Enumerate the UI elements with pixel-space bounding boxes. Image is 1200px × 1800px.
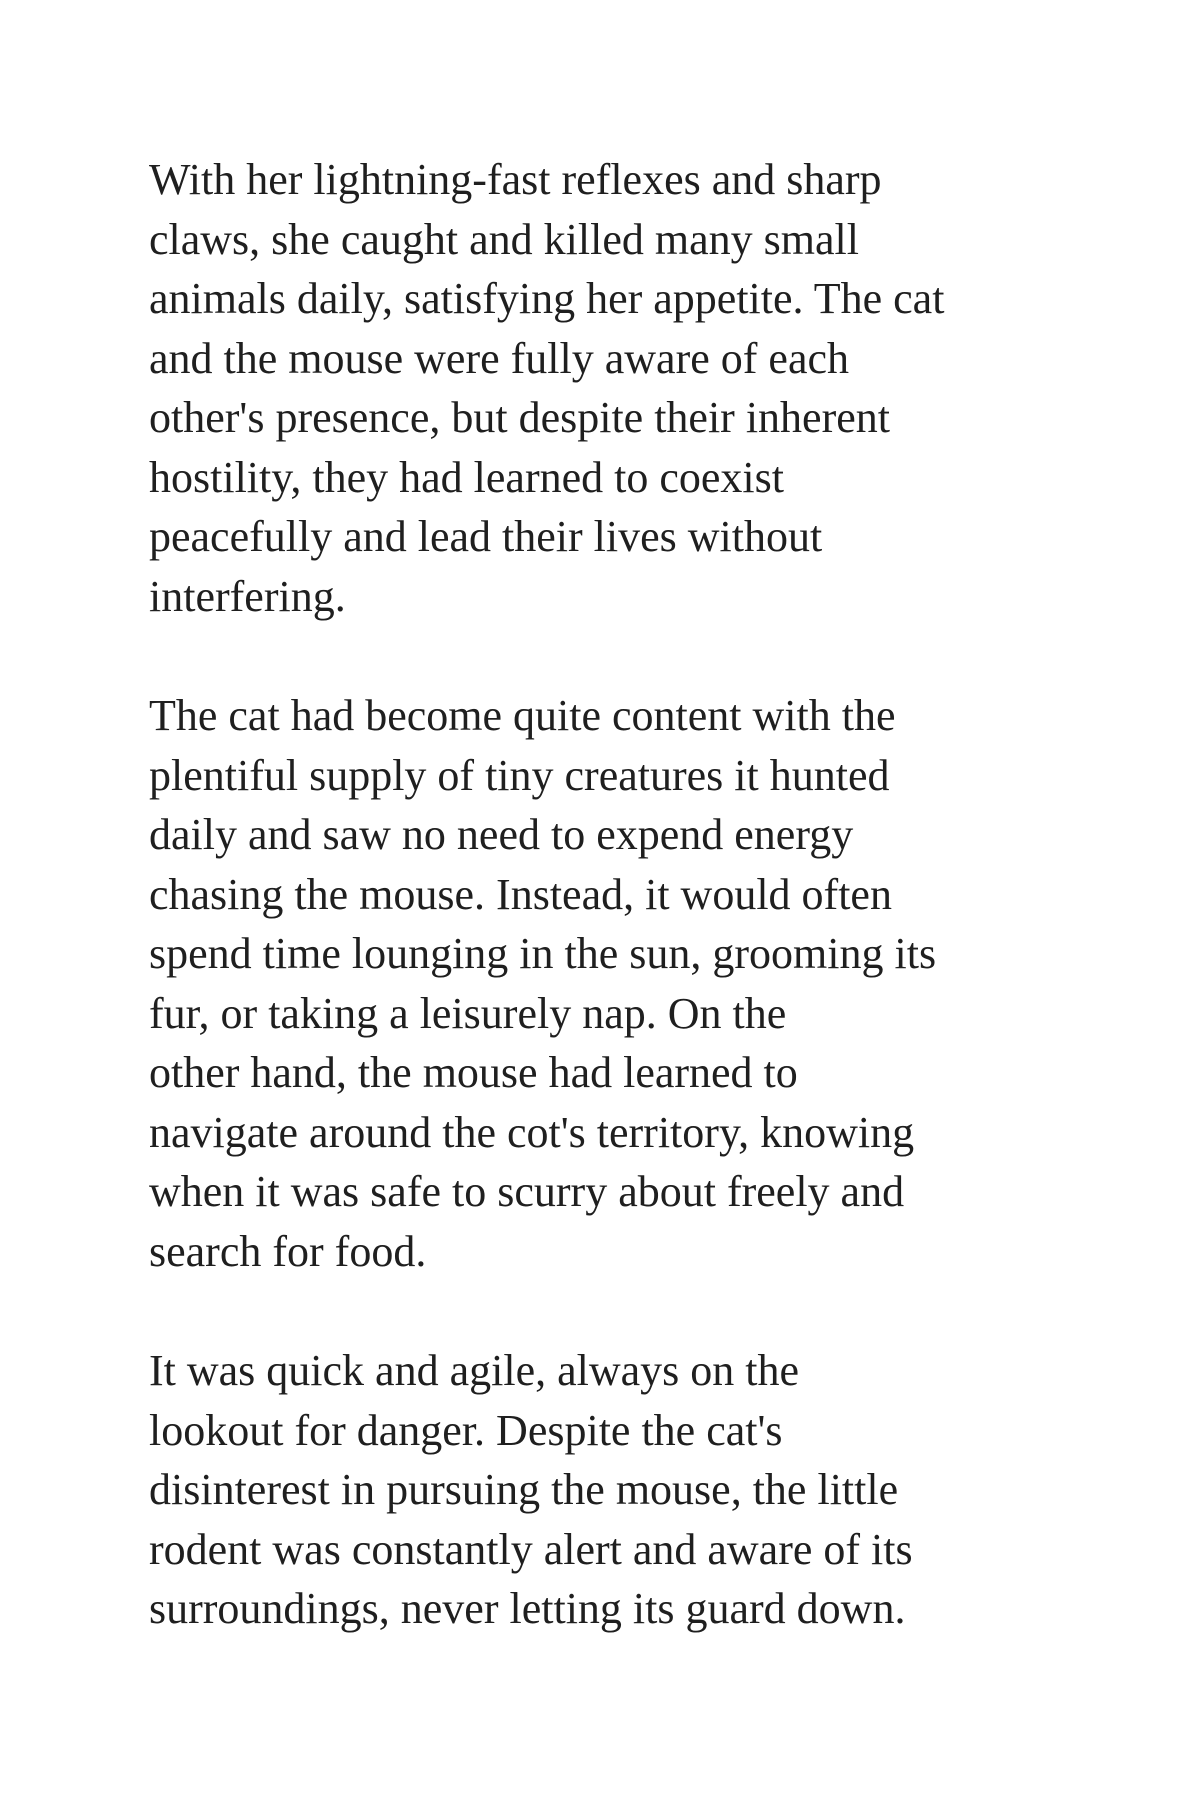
text-line: With her lightning-fast reflexes and sharp — [149, 155, 882, 204]
text-line: and the mouse were fully aware of each — [149, 333, 850, 383]
text-line: claws, she caught and killed many small — [149, 214, 859, 264]
text-line: chasing the mouse. Instead, it would often — [149, 869, 892, 919]
body-text — [149, 150, 1049, 1639]
paragraph-2 — [149, 686, 1049, 1281]
text-line: The cat had become quite content with the — [149, 691, 896, 740]
text-line: fur, or taking a leisurely nap. On the — [149, 988, 787, 1038]
text-line: hostility, they had learned to coexist — [149, 452, 784, 502]
text-line: lookout for danger. Despite the cat's — [149, 1405, 783, 1455]
text-line: disinterest in pursuing the mouse, the little — [149, 1465, 899, 1514]
text-line: other's presence, but despite their inherent — [149, 393, 890, 442]
text-line: animals daily, satisfying her appetite. The cat — [149, 274, 945, 323]
text-line: other hand, the mouse had learned to — [149, 1048, 798, 1097]
text-line: daily and saw no need to expend energy — [149, 810, 854, 859]
text-line: rodent was constantly alert and aware of its — [149, 1524, 913, 1574]
text-line: plentiful supply of tiny creatures it hunted — [149, 750, 890, 800]
paragraph-1 — [149, 150, 1049, 626]
paragraph-3 — [149, 1341, 1049, 1639]
text-line: It was quick and agile, always on the — [149, 1346, 800, 1395]
text-line: spend time lounging in the sun, grooming its — [149, 929, 937, 978]
text-line: search for food. — [149, 1226, 427, 1276]
text-line: surroundings, never letting its guard down. — [149, 1584, 906, 1633]
text-line: interfering. — [149, 571, 346, 621]
text-line: when it was safe to scurry about freely and — [149, 1167, 905, 1216]
text-line: navigate around the cot's territory, knowing — [149, 1107, 915, 1157]
text-line: peacefully and lead their lives without — [149, 512, 823, 561]
